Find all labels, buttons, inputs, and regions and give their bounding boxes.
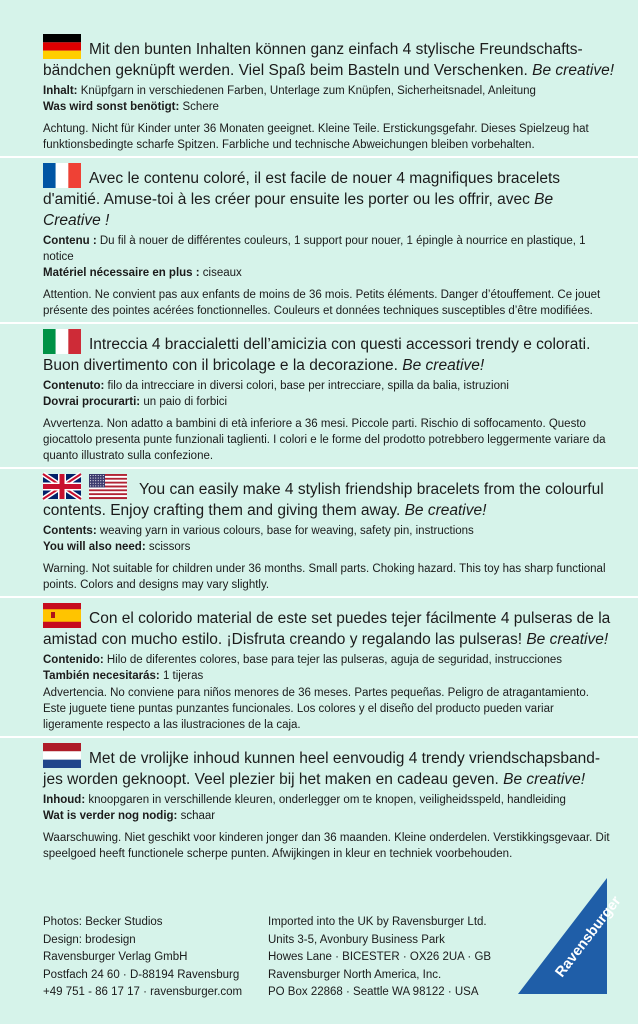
- section-divider: [0, 322, 638, 324]
- contents-text: Du fil à nouer de différentes couleurs, 1 support pour nouer, 1 épingle à nourrice en plastique, 1 notice: [43, 235, 586, 263]
- section-es: [43, 603, 615, 733]
- contents-block: [43, 792, 615, 824]
- also-needed-label: Dovrai procurarti:: [43, 396, 144, 408]
- us-flag-icon: [89, 474, 127, 499]
- section-nl: [43, 743, 615, 862]
- also-needed-label: Matériel nécessaire en plus :: [43, 267, 203, 279]
- headline-it: [43, 329, 615, 376]
- contents-label: Inhoud:: [43, 794, 89, 806]
- contents-label: Inhalt:: [43, 85, 81, 97]
- contents-line: [43, 83, 615, 99]
- uk-flag-icon: [43, 474, 81, 499]
- uk-import-line: Imported into the UK by Ravensburger Ltd.: [268, 916, 487, 928]
- section-divider: [0, 596, 638, 598]
- na-po-line: PO Box 22868 · Seattle WA 98122 · USA: [268, 986, 479, 998]
- headline-text: You can easily make 4 stylish friendship bracelets from the colourful contents. Enjoy crafting them and giving them away.: [43, 481, 604, 519]
- warning-text: Avvertenza. Non adatto a bambini di età inferiore a 36 mesi. Piccole parti. Rischio di soffocamento. Questo giocattolo presenta punte funzionali taglienti. I colori e le forme del prodotto potrebbero leggermente variare da quanto illustrato sulla confezione.: [43, 418, 606, 462]
- also-needed-text: 1 tijeras: [162, 670, 204, 682]
- also-needed-text: un paio di forbici: [143, 396, 228, 408]
- contents-block: [43, 233, 615, 281]
- also-needed-line: [43, 394, 615, 410]
- company-address: Postfach 24 60 · D-88194 Ravensburg: [43, 968, 240, 981]
- headline-fr: [43, 163, 615, 231]
- headline-text: Intreccia 4 braccialetti dell’amicizia con questi accessori trendy e colorati. Buon divertimento con il bricolage e la decorazione.: [43, 336, 591, 374]
- headline-de: [43, 34, 615, 81]
- german-flag-icon: [43, 34, 81, 59]
- footer-right: [268, 914, 491, 1002]
- italian-flag-icon: [43, 329, 81, 354]
- instructions-column: [43, 34, 615, 862]
- headline-slogan: Be creative!: [532, 62, 615, 79]
- headline-text: Con el colorido material de este set puedes tejer fácilmente 4 pulseras de la amistad con mucho estilo. ¡Disfruta creando y regalando las pulseras!: [43, 610, 611, 648]
- headline-slogan: Be creative!: [526, 631, 609, 648]
- company-contact: +49 751 - 86 17 17 · ravensburger.com: [43, 986, 243, 998]
- company-name: Ravensburger Verlag GmbH: [43, 951, 188, 963]
- photos-credit: Photos: Becker Studios: [43, 916, 163, 928]
- contents-label: Contenu :: [43, 235, 100, 247]
- ravensburger-logo: [518, 878, 625, 994]
- also-needed-line: [43, 265, 615, 281]
- warning-text: Achtung. Nicht für Kinder unter 36 Monaten geeignet. Kleine Teile. Erstickungsgefahr. Dieses Spielzeug hat funktionsbedingte scharfe Spitzen. Farbliche und technische Abweichungen bleiben vorbehalten.: [43, 123, 589, 151]
- headline-slogan: Be Creative !: [43, 191, 554, 229]
- also-needed-text: Schere: [182, 101, 219, 113]
- contents-text: Knüpfgarn in verschiedenen Farben, Unterlage zum Knüpfen, Sicherheitsnadel, Anleitung: [80, 85, 536, 97]
- contents-label: Contenido:: [43, 654, 107, 666]
- headline-text: Mit den bunten Inhalten können ganz einfach 4 stylische Freundschafts-bändchen geknüpft werden. Viel Spaß beim Basteln und Verschenken.: [43, 41, 583, 79]
- contents-label: Contenuto:: [43, 380, 108, 392]
- contents-line: [43, 378, 615, 394]
- contents-block: [43, 378, 615, 410]
- headline-slogan: Be creative!: [402, 357, 485, 374]
- warning-text: Waarschuwing. Niet geschikt voor kinderen jonger dan 36 maanden. Kleine onderdelen. Verstikkingsgevaar. Dit speelgoed heeft functionele scherpe punten. Afwijkingen in kleur en techniek voorbehouden.: [43, 832, 610, 860]
- section-divider: [0, 156, 638, 158]
- also-needed-text: ciseaux: [202, 267, 242, 279]
- section-divider: [0, 467, 638, 469]
- also-needed-label: Was wird sonst benötigt:: [43, 101, 183, 113]
- contents-text: Hilo de diferentes colores, base para tejer las pulseras, aguja de seguridad, instrucciones: [106, 654, 563, 666]
- headline-slogan: Be creative!: [404, 502, 487, 519]
- headline-text: Avec le contenu coloré, il est facile de nouer 4 magnifiques bracelets d'amitié. Amuse-toi à les créer pour ensuite les porter ou les offrir, avec: [43, 170, 561, 208]
- warning-text: Warning. Not suitable for children under 36 months. Small parts. Choking hazard. This toy has sharp functional points. Colors and designs may vary slightly.: [43, 563, 606, 591]
- headline-en: [43, 474, 615, 521]
- contents-line: [43, 233, 615, 265]
- also-needed-label: Wat is verder nog nodig:: [43, 810, 181, 822]
- also-needed-text: scissors: [148, 541, 191, 553]
- section-fr: [43, 163, 615, 319]
- contents-line: [43, 792, 615, 808]
- contents-block: [43, 523, 615, 555]
- contents-text: weaving yarn in various colours, base for weaving, safety pin, instructions: [99, 525, 474, 537]
- footer-left: [43, 914, 242, 1002]
- warning-text: Advertencia. No conviene para niños menores de 36 meses. Partes pequeñas. Peligro de atragantamiento. Este juguete tiene puntas punzantes funcionales. Los colores y el diseño del producto pueden variar ligeramente respecto a las ilustraciones de la caja.: [43, 687, 589, 731]
- also-needed-line: [43, 668, 615, 684]
- logo-text: Ravensburger: [552, 893, 625, 981]
- also-needed-label: You will also need:: [43, 541, 149, 553]
- na-company-line: Ravensburger North America, Inc.: [268, 968, 442, 981]
- spanish-flag-icon: [43, 603, 81, 628]
- also-needed-line: [43, 808, 615, 824]
- contents-text: knoopgaren in verschillende kleuren, onderlegger om te knopen, veiligheidsspeld, handleiding: [88, 794, 566, 806]
- headline-slogan: Be creative!: [503, 771, 586, 788]
- section-de: [43, 34, 615, 153]
- contents-block: [43, 83, 615, 115]
- also-needed-text: schaar: [180, 810, 216, 822]
- uk-units-line: Units 3-5, Avonbury Business Park: [268, 933, 445, 946]
- section-it: [43, 329, 615, 464]
- also-needed-line: [43, 99, 615, 115]
- contents-label: Contents:: [43, 525, 100, 537]
- headline-es: [43, 603, 615, 650]
- warning-text: Attention. Ne convient pas aux enfants de moins de 36 mois. Petits éléments. Danger d’étouffement. Ce jouet présente des pointes acérées fonctionnelles. Couleurs et données techniques susceptibles d’être modifiées.: [43, 289, 601, 317]
- dutch-flag-icon: [43, 743, 81, 768]
- design-credit: Design: brodesign: [43, 933, 136, 946]
- section-en: [43, 474, 615, 593]
- contents-line: [43, 523, 615, 539]
- section-divider: [0, 736, 638, 738]
- contents-text: filo da intrecciare in diversi colori, base per intrecciare, spilla da balia, istruzioni: [107, 380, 509, 392]
- headline-text: Met de vrolijke inhoud kunnen heel eenvoudig 4 trendy vriendschapsband-jes worden geknoopt. Veel plezier bij het maken en cadeau geven.: [43, 750, 600, 788]
- contents-block: [43, 652, 615, 684]
- also-needed-line: [43, 539, 615, 555]
- uk-lane-line: Howes Lane · BICESTER · OX26 2UA · GB: [268, 951, 492, 963]
- headline-nl: [43, 743, 615, 790]
- contents-line: [43, 652, 615, 668]
- also-needed-label: También necesitarás:: [43, 670, 163, 682]
- french-flag-icon: [43, 163, 81, 188]
